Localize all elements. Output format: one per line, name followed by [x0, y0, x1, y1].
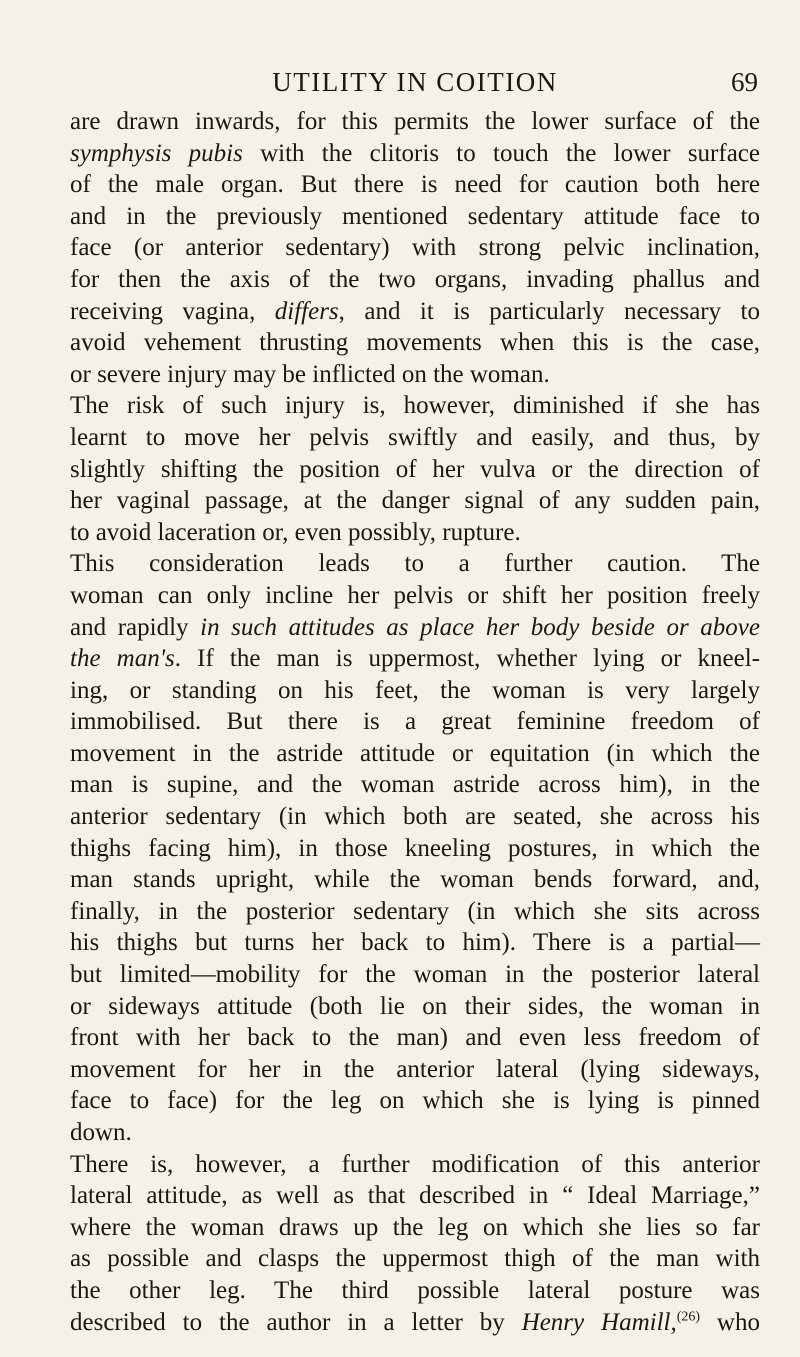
text-line-1: are drawn inwards, for this permits the lower surface of the — [70, 108, 760, 135]
body-text — [70, 106, 760, 1338]
text-line-33: down. — [70, 1119, 132, 1146]
footnote-reference: (26) — [676, 1309, 701, 1325]
running-head — [70, 62, 760, 102]
text-line-13: her vaginal passage, at the danger signal of any sudden pain, — [70, 487, 760, 515]
text-line-16: woman can only incline her pelvis or shift her position freely — [70, 581, 760, 609]
text-line-30: front with her back to the man) and even less freedom of — [70, 1024, 760, 1052]
text-line-14: to avoid laceration or, even possibly, rupture. — [70, 518, 521, 546]
text-line-17: and rapidly in such attitudes as place her body beside or above — [70, 613, 760, 641]
text-line-11: learnt to move her pelvis swiftly and easily, and thus, by — [70, 423, 760, 451]
text-line-25: man stands upright, while the woman bends forward, and, — [70, 866, 760, 894]
running-title: UTILITY IN COITION — [272, 67, 558, 97]
page-number: 69 — [731, 67, 758, 97]
text-line-5: face (or anterior sedentary) with strong pelvic inclination, — [70, 234, 760, 262]
text-line-9: or severe injury may be inflicted on the woman. — [70, 360, 550, 388]
text-line-18: the man's. If the man is uppermost, whether lying or kneel- — [70, 645, 761, 673]
italic-phrase: the man's — [70, 645, 175, 673]
text-line-15: This consideration leads to a further caution. The — [70, 550, 760, 578]
text-line-10: The risk of such injury is, however, diminished if she has — [70, 392, 760, 420]
text-line-8: avoid vehement thrusting movements when this is the case, — [70, 329, 760, 357]
text-line-34: There is, however, a further modification of this anterior — [70, 1150, 760, 1178]
text-line-26: finally, in the posterior sedentary (in which she sits across — [70, 897, 760, 925]
text-line-28: but limited—mobility for the woman in the posterior lateral — [70, 961, 760, 989]
text-line-37: as possible and clasps the uppermost thigh of the man with — [70, 1245, 760, 1273]
italic-name: Henry Hamill, — [521, 1308, 677, 1336]
italic-term: symphysis pubis — [70, 139, 243, 167]
text-line-35: lateral attitude, as well as that described in “ Ideal Marriage,” — [70, 1182, 760, 1210]
text-line-27: his thighs but turns her back to him). There is a partial— — [70, 929, 760, 957]
text-line-23: anterior sedentary (in which both are seated, she across his — [70, 803, 760, 831]
italic-term: differs — [274, 297, 339, 325]
text-line-19: ing, or standing on his feet, the woman is very largely — [70, 676, 760, 704]
text-line-38: the other leg. The third possible lateral posture was — [70, 1276, 760, 1304]
text-line-12: slightly shifting the position of her vulva or the direction of — [70, 455, 760, 483]
text-line-31: movement for her in the anterior lateral (lying sideways, — [70, 1055, 760, 1083]
text-line-29: or sideways attitude (both lie on their sides, the woman in — [70, 992, 760, 1020]
text-line-6: for then the axis of the two organs, invading phallus and — [70, 265, 760, 293]
text-line-3: of the male organ. But there is need for caution both here — [70, 171, 760, 199]
text-line-7: receiving vagina, differs, and it is particularly necessary to — [70, 297, 760, 325]
italic-phrase: in such attitudes as place her body beside or above — [200, 613, 760, 641]
text-line-20: immobilised. But there is a great feminine freedom of — [70, 708, 760, 736]
text-line-32: face to face) for the leg on which she is lying is pinned — [70, 1087, 760, 1115]
text-line-22: man is supine, and the woman astride across him), in the — [70, 771, 760, 799]
text-line-39: described to the author in a letter by Henry Hamill,$^{(26)}$ who — [70, 1308, 760, 1336]
text-line-2: symphysis pubis with the clitoris to touch the lower surface — [70, 139, 760, 167]
text-line-36: where the woman draws up the leg on which she lies so far — [70, 1213, 760, 1241]
text-line-21: movement in the astride attitude or equitation (in which the — [70, 739, 760, 767]
text-line-4: and in the previously mentioned sedentary attitude face to — [70, 202, 760, 230]
text-line-24: thighs facing him), in those kneeling postures, in which the — [70, 834, 760, 862]
